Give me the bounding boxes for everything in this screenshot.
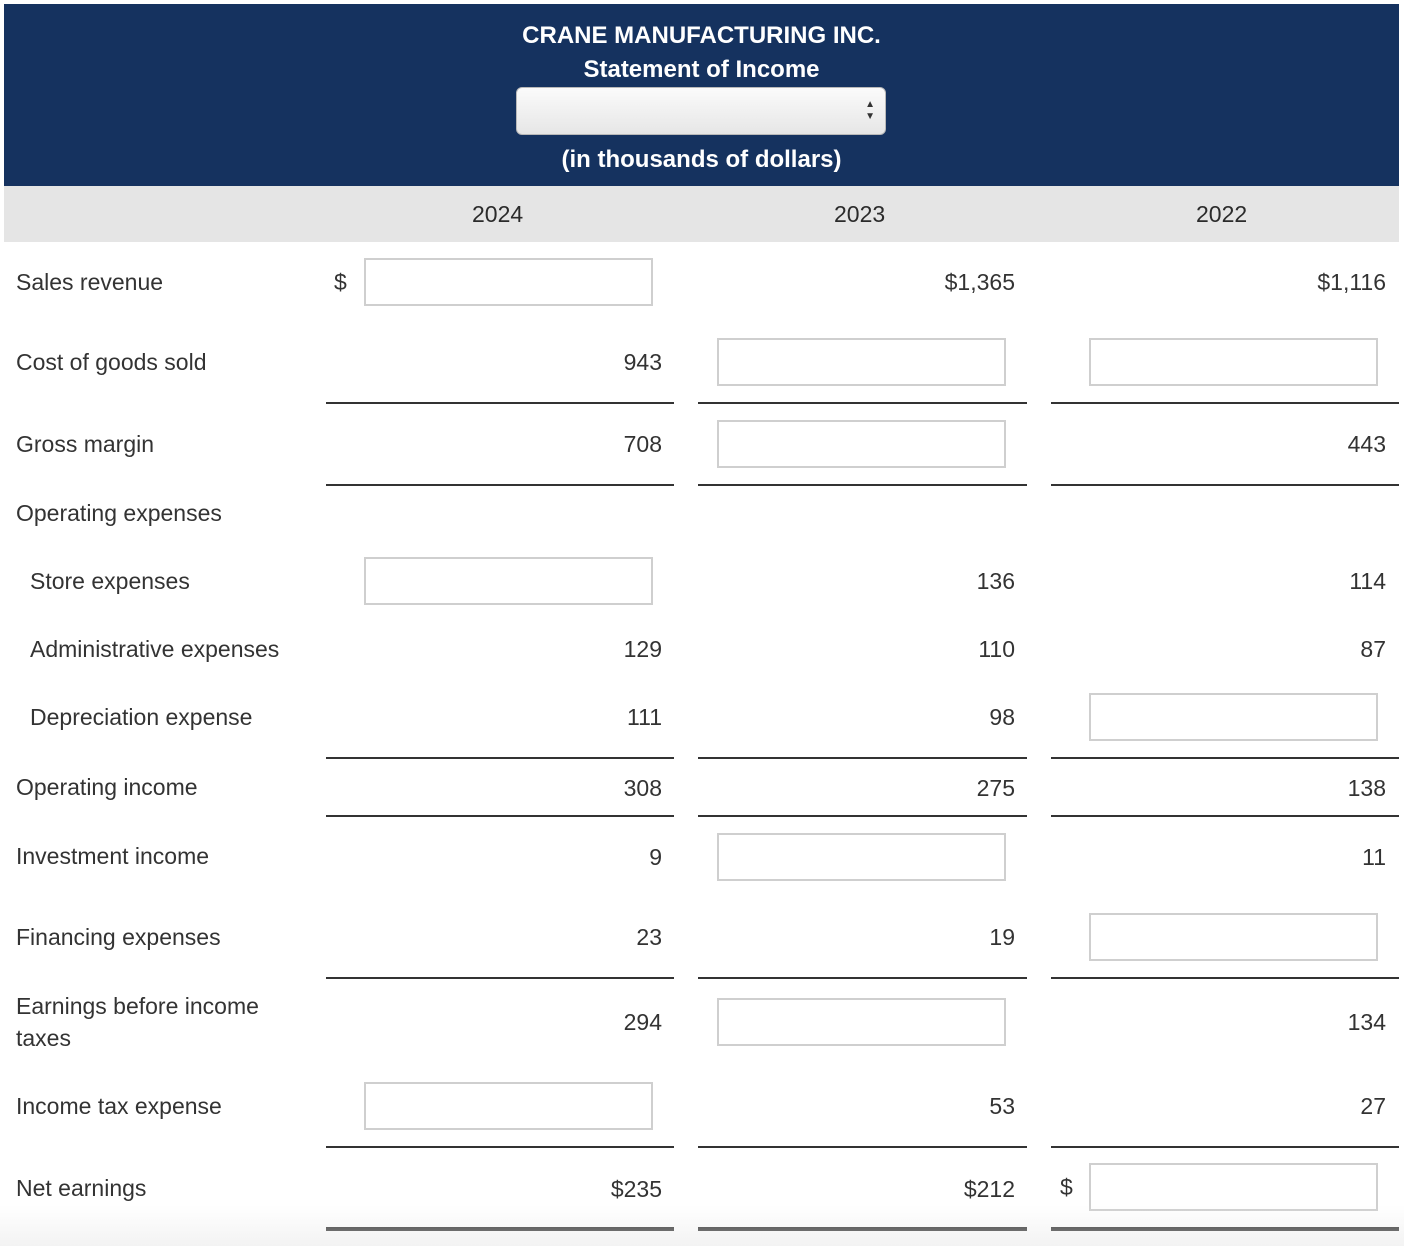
- admin-expenses-2022: 87: [1360, 636, 1386, 662]
- label-depreciation-expense: Depreciation expense: [30, 704, 253, 730]
- double-rule: [1051, 1227, 1399, 1231]
- gross-margin-2022: 443: [1347, 431, 1386, 457]
- net-earnings-2023: $212: [963, 1176, 1015, 1202]
- label-gross-margin: Gross margin: [16, 431, 155, 457]
- ebit-2022: 134: [1347, 1009, 1386, 1035]
- double-rule: [698, 1227, 1027, 1231]
- rule: [1051, 402, 1399, 404]
- financing-2023: 19: [989, 924, 1015, 950]
- label-store-expenses: Store expenses: [30, 568, 190, 594]
- cogs-2024: 943: [623, 349, 662, 375]
- year-2024: 2024: [472, 201, 524, 227]
- dollar-sign: $: [334, 269, 347, 295]
- cogs-2023-input[interactable]: [717, 338, 1006, 386]
- store-expenses-2022: 114: [1349, 568, 1386, 594]
- period-select[interactable]: [516, 87, 886, 135]
- net-earnings-2022-input[interactable]: [1089, 1163, 1378, 1211]
- gross-margin-2024: 708: [623, 431, 662, 457]
- store-expenses-2024-input[interactable]: [364, 557, 653, 605]
- rule: [698, 815, 1027, 817]
- rule: [326, 484, 674, 486]
- investment-income-2024: 9: [649, 844, 662, 870]
- rule: [1051, 815, 1399, 817]
- investment-income-2023-input[interactable]: [717, 833, 1006, 881]
- rule: [1051, 484, 1399, 486]
- year-2023: 2023: [834, 201, 886, 227]
- cogs-2022-input[interactable]: [1089, 338, 1378, 386]
- admin-expenses-2023: 110: [978, 636, 1015, 662]
- statement-title: Statement of Income: [583, 56, 820, 83]
- rule: [698, 484, 1027, 486]
- rule: [326, 1146, 674, 1148]
- statement-header: [4, 4, 1399, 186]
- year-header-bar: [4, 186, 1399, 242]
- label-investment-income: Investment income: [16, 843, 210, 869]
- operating-income-2024: 308: [623, 775, 662, 801]
- ebit-2023-input[interactable]: [717, 998, 1006, 1046]
- rule: [326, 757, 674, 759]
- select-arrows-icon: ▲ ▼: [865, 99, 875, 122]
- investment-income-2022: 11: [1362, 844, 1386, 870]
- income-tax-2024-input[interactable]: [364, 1082, 653, 1130]
- financing-2024: 23: [636, 924, 662, 950]
- depreciation-2023: 98: [989, 704, 1015, 730]
- operating-income-2022: 138: [1347, 775, 1386, 801]
- label-administrative-expenses: Administrative expenses: [30, 636, 280, 662]
- income-tax-2023: 53: [989, 1093, 1015, 1119]
- label-cost-of-goods-sold: Cost of goods sold: [16, 349, 207, 375]
- dollar-sign: $: [1060, 1174, 1073, 1200]
- bottom-fade: [0, 1205, 1404, 1246]
- label-income-tax-expense: Income tax expense: [16, 1093, 222, 1119]
- label-financing-expenses: Financing expenses: [16, 924, 221, 950]
- rule: [1051, 1146, 1399, 1148]
- rule: [698, 402, 1027, 404]
- rule: [326, 815, 674, 817]
- label-sales-revenue: Sales revenue: [16, 269, 164, 295]
- income-tax-2022: 27: [1360, 1093, 1386, 1119]
- rule: [698, 1146, 1027, 1148]
- rule: [698, 977, 1027, 979]
- label-operating-expenses: Operating expenses: [16, 500, 222, 526]
- double-rule: [326, 1227, 674, 1231]
- admin-expenses-2024: 129: [623, 636, 662, 662]
- rule: [1051, 757, 1399, 759]
- depreciation-2022-input[interactable]: [1089, 693, 1378, 741]
- sales-revenue-2023: $1,365: [944, 269, 1015, 295]
- net-earnings-2024: $235: [610, 1176, 662, 1202]
- sales-revenue-2022: $1,116: [1317, 269, 1386, 295]
- company-name: CRANE MANUFACTURING INC.: [522, 22, 881, 49]
- label-operating-income: Operating income: [16, 774, 198, 800]
- operating-income-2023: 275: [976, 775, 1015, 801]
- store-expenses-2023: 136: [976, 568, 1015, 594]
- year-2022: 2022: [1196, 201, 1248, 227]
- label-earnings-before-income-taxes: Earnings before income taxes: [16, 993, 259, 1051]
- rule: [326, 402, 674, 404]
- rule: [698, 757, 1027, 759]
- depreciation-2024: 111: [627, 704, 662, 730]
- financing-2022-input[interactable]: [1089, 913, 1378, 961]
- sales-revenue-2024-input[interactable]: [364, 258, 653, 306]
- rule: [326, 977, 674, 979]
- ebit-2024: 294: [623, 1009, 662, 1035]
- gross-margin-2023-input[interactable]: [717, 420, 1006, 468]
- label-net-earnings: Net earnings: [16, 1175, 147, 1201]
- rule: [1051, 977, 1399, 979]
- units-note: (in thousands of dollars): [561, 146, 842, 173]
